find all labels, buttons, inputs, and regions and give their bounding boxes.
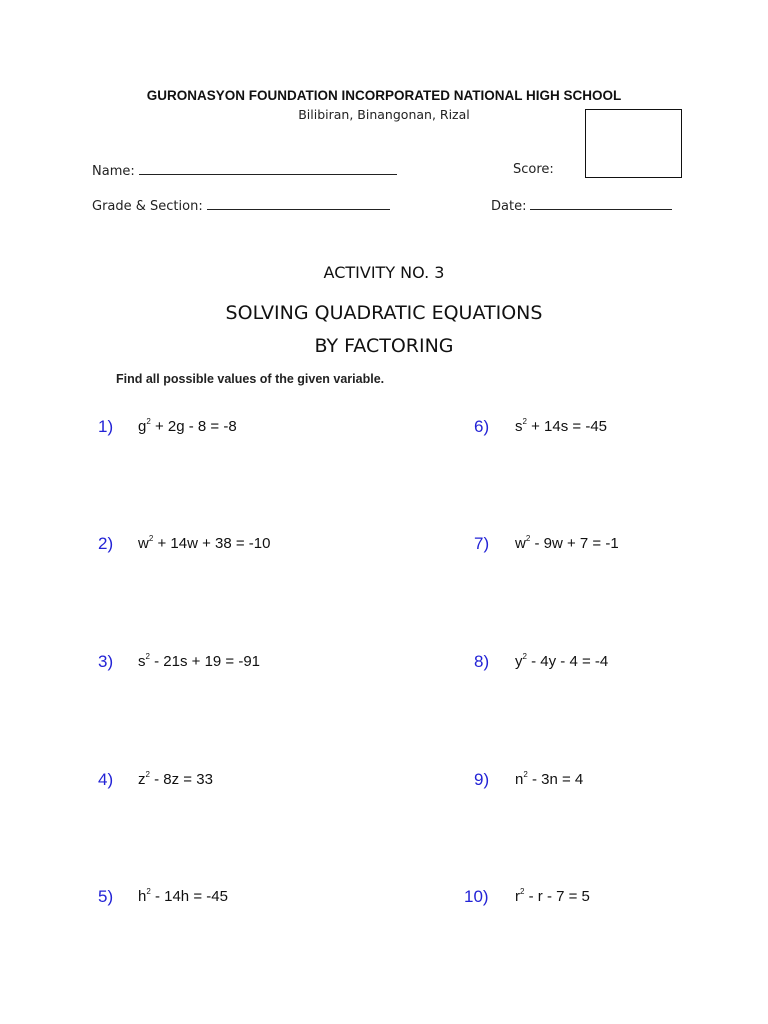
grade-section-field [92, 197, 390, 214]
problem-equation: $w^2 + 14w + 38 = -10$ [138, 534, 271, 552]
date-field [491, 197, 672, 214]
problem-equation: $y^2 - 4y - 4 = -4$ [515, 652, 609, 670]
problem-number: 8) [474, 652, 490, 671]
date-label: Date: [491, 199, 527, 214]
problem-equation: $s^2 + 14s = -45$ [515, 417, 608, 435]
grade-section-label: Grade & Section: [92, 199, 203, 214]
title-line-2: BY FACTORING [314, 335, 454, 357]
title-line-1: SOLVING QUADRATIC EQUATIONS [225, 302, 543, 324]
problem-number: 3) [98, 652, 114, 671]
score-box [585, 109, 682, 178]
problem-equation: $z^2 - 8z = 33$ [138, 770, 213, 788]
problem-equation: $r^2 - r - 7 = 5$ [515, 887, 590, 905]
date-line [530, 197, 672, 210]
score-label: Score: [513, 162, 554, 177]
problem-equation: $g^2 + 2g - 8 = -8$ [138, 417, 237, 435]
grade-section-line [207, 197, 390, 210]
name-line [139, 162, 397, 175]
problem-equation: $w^2 - 9w + 7 = -1$ [515, 534, 619, 552]
problem-equation: $h^2 - 14h = -45$ [138, 887, 228, 905]
problem-number: 6) [474, 417, 490, 436]
problem-number: 1) [98, 417, 114, 436]
problem-number: 7) [474, 534, 490, 553]
name-field [92, 162, 397, 179]
problem-equation: $s^2 - 21s + 19 = -91$ [138, 652, 261, 670]
problem-number: 10) [464, 887, 489, 906]
instructions: Find all possible values of the given variable. [116, 372, 385, 386]
school-address: Bilibiran, Binangonan, Rizal [298, 107, 470, 122]
activity-number: ACTIVITY NO. 3 [323, 263, 445, 282]
score-field [513, 162, 554, 177]
problem-number: 9) [474, 770, 490, 789]
school-name: GURONASYON FOUNDATION INCORPORATED NATIONAL HIGH SCHOOL [146, 88, 622, 103]
problem-number: 5) [98, 887, 114, 906]
problem-number: 2) [98, 534, 114, 553]
problem-number: 4) [98, 770, 114, 789]
problem-equation: $n^2 - 3n = 4$ [515, 770, 584, 788]
name-label: Name: [92, 164, 135, 179]
